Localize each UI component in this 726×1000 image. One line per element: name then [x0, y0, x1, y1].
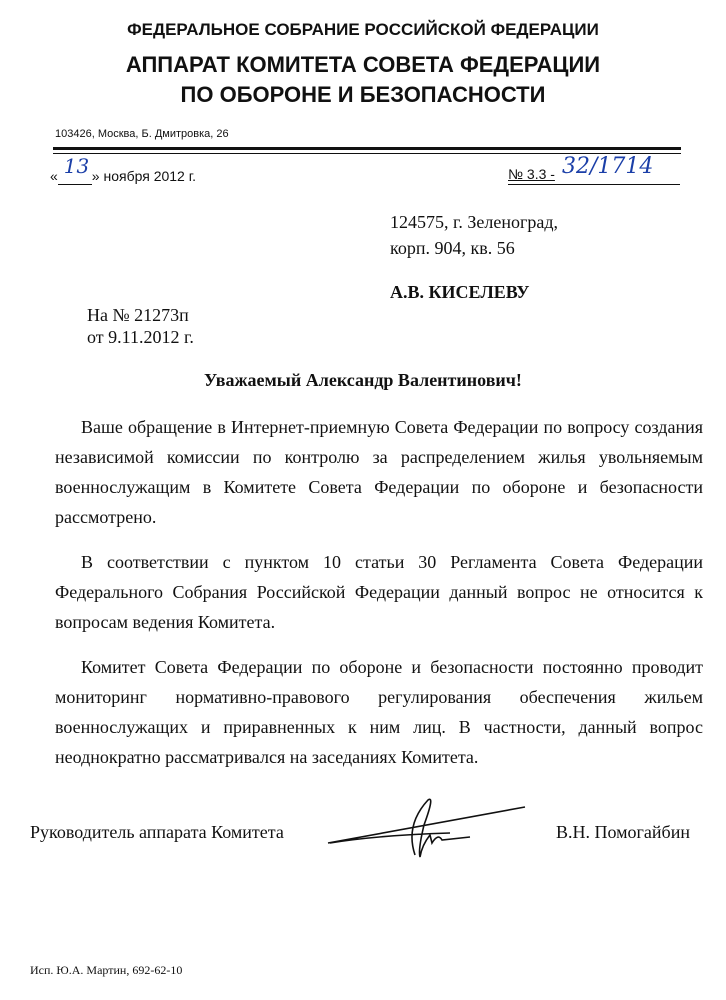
letter-number	[508, 154, 680, 185]
letterhead-address: 103426, Москва, Б. Дмитровка, 26	[55, 128, 229, 140]
date-month-year: » ноября 2012 г.	[91, 168, 197, 184]
reference-number: На № 21273п	[87, 305, 189, 325]
recipient-address-2: корп. 904, кв. 56	[390, 238, 515, 258]
reference-date: от 9.11.2012 г.	[87, 327, 194, 347]
signature-image	[320, 795, 530, 865]
signatory-name: В.Н. Помогайбин	[556, 822, 690, 842]
date-quote: «	[50, 168, 58, 184]
letterhead-line1: ФЕДЕРАЛЬНОЕ СОБРАНИЕ РОССИЙСКОЙ ФЕДЕРАЦИИ	[127, 20, 599, 39]
recipient-name: А.В. КИСЕЛЕВУ	[390, 282, 530, 302]
signatory-position: Руководитель аппарата Комитета	[30, 822, 284, 842]
double-rule-thick	[53, 147, 681, 150]
greeting: Уважаемый Александр Валентинович!	[204, 370, 522, 390]
paragraph-3: Комитет Совета Федерации по обороне и безопасности постоянно проводит мониторинг нормативно-правового регулирования обеспечения жильем военнослужащих и приравненных к ним лиц. В частности, данный вопрос неоднократно рассматривался на заседаниях Комитета.	[55, 657, 703, 767]
executor-footer: Исп. Ю.А. Мартин, 692-62-10	[30, 963, 183, 977]
letterhead-line2: АППАРАТ КОМИТЕТА СОВЕТА ФЕДЕРАЦИИ	[125, 52, 601, 77]
date-day-handwritten: 13	[63, 154, 90, 178]
paragraph-1: Ваше обращение в Интернет-приемную Совета Федерации по вопросу создания независимой комиссии по контролю за распределением жилья увольняемым военнослужащим в Комитете Совета Федерации по обороне и безопасности рассмотрено.	[55, 417, 703, 527]
letter-body	[55, 412, 703, 787]
recipient-address-1: 124575, г. Зеленоград,	[390, 212, 558, 232]
letter-date	[50, 154, 197, 185]
letterhead-line3: ПО ОБОРОНЕ И БЕЗОПАСНОСТИ	[180, 82, 546, 107]
number-prefix: № 3.3 -	[508, 166, 555, 182]
paragraph-2: В соответствии с пунктом 10 статьи 30 Регламента Совета Федерации Федерального Собрания Российской Федерации данный вопрос не относится к вопросам ведения Комитета.	[55, 552, 703, 632]
number-handwritten: 32/1714	[562, 154, 654, 179]
